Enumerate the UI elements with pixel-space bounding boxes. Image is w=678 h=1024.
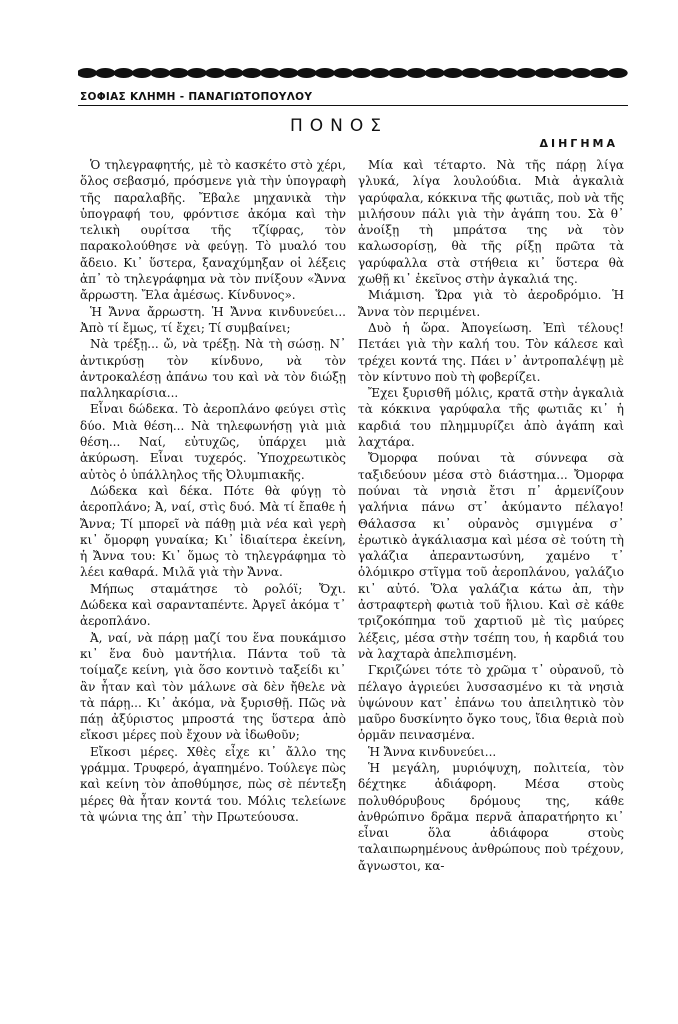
paragraph: Νὰ τρέξῃ... ὤ, νὰ τρέξῃ. Νὰ τὴ σώσῃ. Ν᾿ ἀντικρύσῃ τὸν κίνδυνο, νὰ τὸν ἀντροκαλέσῃ ἀπάνω του καὶ νὰ τὸν διώξῃ παλληκαρίσια... — [80, 337, 346, 401]
story-title: ΠΟΝΟΣ — [289, 116, 388, 136]
paragraph: Εἶναι δώδεκα. Τὸ ἀεροπλάνο φεύγει στὶς δύο. Μιὰ θέση... Νὰ τηλεφωνήσῃ γιὰ μιὰ θέση... Ναί, εὐτυχῶς, ὑπάρχει μιὰ ἀκύρωση. Εἶναι τυχερός. Ὑποχρεωτικὸς αὐτὸς ὁ ὑπάλληλος τῆς Ὀλυμπιακῆς. — [80, 402, 346, 482]
paragraph: Ὄμορφα πούναι τὰ σύννεφα σὰ ταξιδεύουν μέσα στὸ διάστημα... Ὄμορφα πούναι τὰ νησιὰ ἔτσι π᾿ ἁρμενίζουν γαλήνια πάνω στ᾿ ἀκύμαντο πέλαγο! Θάλασσα κι᾿ οὐρανὸς σμιγμένα σ᾿ ἐρωτικὸ ἀγκάλιασμα καὶ μέσα σὲ τούτη τὴ γαλάζια ἀπεραντωσύνη, χαμένο τ᾿ ὁλόμικρο στῖγμα τοῦ ἀεροπλάνου, γαλάζιο κι᾿ αὐτό. Ὅλα γαλάζια κάτω ἀπ, τὴν ἀστραφτερὴ φωτιὰ τοῦ ἥλιου. Καὶ σὲ κάθε τριζοκόπημα τοῦ χαρτιοῦ μὲ τὶς μαύρες λέξεις, μέσα στὴν τσέπη του, ἡ καρδιά του νὰ λαχταρὰ ἀπελπισμένη. — [358, 451, 624, 661]
paragraph: Εἴκοσι μέρες. Χθὲς εἶχε κι᾿ ἄλλο της γράμμα. Τρυφερό, ἀγαπημένο. Τούλεγε πὼς καὶ κείνη τὸν ἀποθύμησε, πὼς σὲ πέντεξη μέρες θὰ ἦταν κοντά του. Μόλις τελείωνε τὰ ψώνια της ἀπ᾿ τὴν Πρωτεύουσα. — [80, 744, 346, 824]
right-text-column — [358, 157, 624, 874]
left-text-column — [80, 157, 346, 825]
ornament-link — [608, 68, 628, 78]
ornament-link — [553, 68, 573, 78]
ornament-link — [370, 68, 390, 78]
ornament-link — [315, 68, 335, 78]
ornament-link — [150, 68, 170, 78]
paragraph: Μήπως σταμάτησε τὸ ρολόϊ; Ὄχι. Δώδεκα καὶ σαρανταπέντε. Ἀργεῖ ἀκόμα τ᾿ ἀεροπλάνο. — [80, 581, 346, 629]
ornament-link — [535, 68, 555, 78]
paragraph: Ἀ, ναί, νὰ πάρῃ μαζί του ἕνα πουκάμισο κι᾿ ἕνα δυὸ μαντήλια. Πάντα τοῦ τὰ τοίμαζε κείνη, γιὰ ὅσο κοντινὸ ταξείδι κι᾿ ἂν ἦταν καὶ τὸν μάλωνε σὰ δὲν ἤθελε νὰ τὰ πάρῃ... Κι᾿ ἀκόμα, νὰ ξυρισθῇ. Πῶς νὰ πάῃ ἀξύριστος μπροστά της ὕστερα ἀπὸ εἴκοσι μέρες ποὺ ἔχουν νὰ ἰδωθοῦν; — [80, 630, 346, 743]
ornamental-border — [78, 66, 628, 80]
paragraph: Μιάμιση. Ὥρα γιὰ τὸ ἀεροδρόμιο. Ἡ Ἄννα τὸν περιμένει. — [358, 288, 624, 319]
ornament-link — [388, 68, 408, 78]
paragraph: Ἡ Ἄννα κινδυνεύει... — [368, 744, 497, 759]
ornament-link — [95, 68, 115, 78]
ornament-link — [278, 68, 298, 78]
ornament-link — [516, 68, 536, 78]
ornament-link — [571, 68, 591, 78]
ornament-link — [169, 68, 189, 78]
ornament-link — [589, 68, 609, 78]
ornament-link — [498, 68, 518, 78]
ornament-link — [132, 68, 152, 78]
ornament-link — [297, 68, 317, 78]
ornament-link — [352, 68, 372, 78]
genre-label: ΔΙΗΓΗΜΑ — [539, 137, 618, 150]
paragraph: Δυὸ ἡ ὥρα. Ἀπογείωση. Ἐπὶ τέλους! Πετάει γιὰ τὴν καλή του. Τὸν κάλεσε καὶ τρέχει κοντά της. Πάει ν᾿ ἀντροπαλέψῃ μὲ τὸν κίντυνο ποὺ τὴ φοβερίζει. — [358, 320, 624, 384]
ornament-link — [205, 68, 225, 78]
paragraph: Ἔχει ξυρισθῆ μόλις, κρατᾶ στὴν ἀγκαλιὰ τὰ κόκκινα γαρύφαλα τῆς φωτιᾶς κι᾿ ἡ καρδιά του πλημμυρίζει ἀπὸ ἀγάπη καὶ λαχτάρα. — [358, 386, 624, 450]
ornament-link — [425, 68, 445, 78]
author-line: ΣΟΦΙΑΣ ΚΛΗΜΗ - ΠΑΝΑΓΙΩΤΟΠΟΥΛΟΥ — [80, 91, 313, 103]
ornament-link — [78, 68, 97, 78]
paragraph: Ἡ μεγάλη, μυριόψυχη, πολιτεία, τὸν δέχτηκε ἀδιάφορη. Μέσα στοὺς πολυθόρυβους δρόμους της, κάθε ἀνθρώπινο δρᾶμα περνᾶ ἀπαρατήρητο κι᾿ εἶναι ὅλα ἀδιάφορα στοὺς ταλαιπωρημένους ἀνθρώπους ποὺ τρέχουν, ἄγνωστοι, κα- — [358, 760, 624, 873]
header-rule — [78, 105, 628, 106]
ornament-link — [461, 68, 481, 78]
ornament-link — [260, 68, 280, 78]
paragraph: Γκριζώνει τότε τὸ χρῶμα τ᾿ οὐρανοῦ, τὸ πέλαγο ἀγριεύει λυσσασμένο κι τὰ νησιὰ ὑψώνουν κατ᾿ ἐπάνω του ἀπειλητικὸ τὸν μαῦρο δυσκίνητο ὄγκο τους, ἴδια θεριὰ ποὺ ὁρμᾶν πεινασμένα. — [358, 663, 624, 743]
ornament-link — [443, 68, 463, 78]
paragraph: Δώδεκα καὶ δέκα. Πότε θὰ φύγῃ τὸ ἀεροπλάνο; Ἀ, ναί, στὶς δυό. Μὰ τί ἔπαθε ἡ Ἄννα; Τί μπορεῖ νὰ πάθῃ μιὰ νέα καὶ γερὴ κι᾿ ὄμορφη γυναίκα; Κι᾿ ἰδιαίτερα ἐκείνη, ἡ Ἄννα του: Κι᾿ ὅμως τὸ τηλεγράφημα τὸ λέει καθαρά. Μιλᾶ γιὰ τὴν Ἄννα. — [80, 483, 346, 580]
paragraph: Ὁ τηλεγραφητής, μὲ τὸ κασκέτο στὸ χέρι, ὅλος σεβασμό, πρόσμενε γιὰ τὴν ὑπογραφὴ τῆς παραλαβῆς. Ἔβαλε μηχανικὰ τὴν ὑπογραφή του, φρόντισε ἀκόμα καὶ τὴν τελικὴ ουρίτσα τῆς τζίφρας, τὸν παρακολούθησε νὰ φεύγῃ. Τὸ μυαλό του ἄδειο. Κι᾿ ὕστερα, ξαναχύμηξαν οἱ λέξεις ἀπ᾿ τὸ τηλεγράφημα νὰ τὸν πνίξουν «Ἄννα ἄρρωστη. Ἔλα ἀμέσως. Κίνδυνος». — [80, 158, 346, 303]
ornament-link — [480, 68, 500, 78]
ornament-link — [187, 68, 207, 78]
ornament-link — [333, 68, 353, 78]
ornament-link — [406, 68, 426, 78]
ornament-link — [242, 68, 262, 78]
ornament-link — [114, 68, 134, 78]
paragraph: Μία καὶ τέταρτο. Νὰ τῆς πάρῃ λίγα γλυκά, λίγα λουλούδια. Μιὰ ἀγκαλιὰ γαρύφαλα, κόκκινα τῆς φωτιᾶς, ποὺ νὰ τῆς μιλήσουν πάλι γιὰ τὴν ἀγάπη του. Σὰ θ᾿ ἀνοίξῃ τὴ μπράτσα της νὰ τὸν καλωσορίσῃ, θὰ τῆς ρίξῃ πρῶτα τὰ γαρύφαλλα στὰ στήθεια κι᾿ ὕστερα θὰ χωθῇ κι᾿ ἐκεῖνος στὴν ἀγκαλιά της. — [358, 158, 624, 287]
ornament-link — [223, 68, 243, 78]
paragraph: Ἡ Ἄννα ἄρρωστη. Ἡ Ἄννα κινδυνεύει... Ἀπὸ τί ἔμως, τί ἔχει; Τί συμβαίνει; — [80, 304, 346, 335]
